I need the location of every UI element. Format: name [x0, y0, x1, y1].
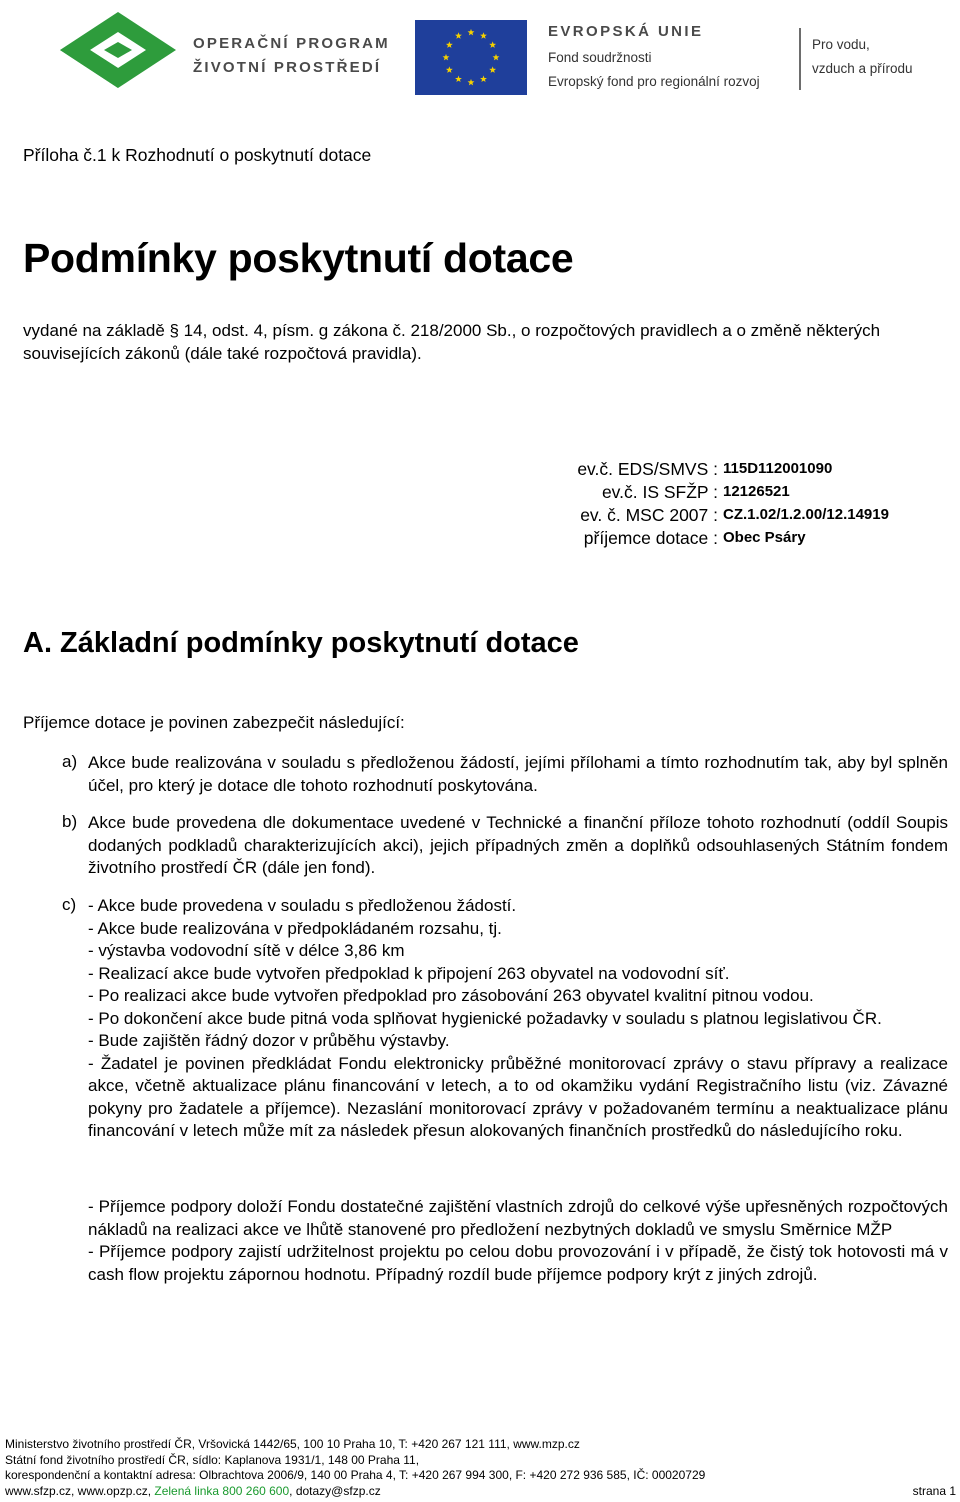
- item-c-line: - Akce bude realizována v předpokládaném rozsahu, tj.: [88, 918, 502, 938]
- eu-fund-cohesion: Fond soudržnosti: [548, 50, 652, 65]
- item-c-line: - Akce bude provedena v souladu s předloženou žádostí.: [88, 896, 517, 915]
- item-c-line: - výstavba vodovodní sítě v délce 3,86 km: [88, 941, 405, 960]
- id-label-eds: ev.č. EDS/SMVS :: [577, 459, 718, 479]
- item-c-line: - Žadatel je povinen předkládat Fondu elektronicky průběžné monitorovací zprávy o stavu přípravy a realizace akce, včetně aktualizace plánu financování v letech, a to od okamžiku vydání Registračního listu (viz. Závazné pokyny pro žadatele a příjemce). Nezaslání monitorovací zprávy v požadovaném termínu a neaktualizace plánu financování v letech může mít za následek přesun alokovaných finančních prostředků do následujícího roku.: [88, 1053, 948, 1140]
- item-c-line: - Bude zajištěn řádný dozor v průběhu výstavby.: [88, 1031, 450, 1050]
- slogan-line1: Pro vodu,: [812, 37, 870, 52]
- op-name-line1: OPERAČNÍ PROGRAM: [193, 35, 390, 52]
- id-label-msc: ev. č. MSC 2007 :: [580, 505, 718, 525]
- item-c-block1: [88, 895, 948, 1143]
- item-a-letter: a): [62, 752, 78, 771]
- op-name-line2: ŽIVOTNÍ PROSTŘEDÍ: [193, 59, 382, 76]
- item-c-block2: [88, 1196, 948, 1286]
- section-heading: A. Základní podmínky poskytnutí dotace: [23, 627, 579, 659]
- footer-green-line: Zelená linka 800 260 600: [154, 1484, 290, 1498]
- eu-flag-icon: [415, 20, 527, 95]
- item-a-text: Akce bude realizována v souladu s předloženou žádostí, jejími přílohami a tímto rozhodnutím tak, aby byl splněn účel, pro který je dotace dle tohoto rozhodnutí poskytována.: [88, 753, 948, 795]
- id-value-recipient: Obec Psáry: [723, 529, 806, 546]
- footer-mzp: Ministerstvo životního prostředí ČR, Vršovická 1442/65, 100 10 Praha 10, T: +420 267 121 111, www.mzp.cz: [5, 1437, 580, 1451]
- footer-sfzp: Státní fond životního prostředí ČR, sídlo: Kaplanova 1931/1, 148 00 Praha 11,: [5, 1453, 420, 1467]
- op-zp-logo: [58, 10, 178, 90]
- page-number: strana 1: [912, 1484, 956, 1498]
- footer-email[interactable]: , dotazy@sfzp.cz: [289, 1484, 381, 1498]
- eu-title: EVROPSKÁ UNIE: [548, 23, 704, 40]
- footer-contacts: [5, 1484, 381, 1498]
- id-label-recipient: příjemce dotace :: [583, 528, 718, 548]
- attachment-label: Příloha č.1 k Rozhodnutí o poskytnutí dotace: [23, 145, 372, 165]
- item-c-line: - Příjemce podpory doloží Fondu dostatečné zajištění vlastních zdrojů do celkové výše upřesněných rozpočtových nákladů na realizaci akce ve lhůtě stanovené pro předložení nezbytných dokladů ve smyslu Směrnice MŽP: [88, 1197, 948, 1239]
- item-c-line: - Po realizaci akce bude vytvořen předpoklad pro zásobování 263 obyvatel kvalitní pitnou vodou.: [88, 986, 814, 1005]
- section-intro: Příjemce dotace je povinen zabezpečit následující:: [23, 713, 405, 732]
- id-value-eds: 115D112001090: [723, 460, 833, 477]
- id-label-sfzp: ev.č. IS SFŽP :: [601, 482, 718, 502]
- id-value-msc: CZ.1.02/1.2.00/12.14919: [723, 506, 889, 523]
- item-b-text: Akce bude provedena dle dokumentace uvedené v Technické a finanční příloze tohoto rozhodnutí (oddíl Soupis dodaných podkladů charakterizujících akci), jejich případných změn a doplňků odsouhlasených Státním fondem životního prostředí ČR (dále jen fond).: [88, 813, 948, 877]
- header-divider: [799, 28, 801, 90]
- item-c-line: - Po dokončení akce bude pitná voda splňovat hygienické požadavky v souladu s platnou legislativou ČR.: [88, 1008, 882, 1028]
- eu-fund-regional: Evropský fond pro regionální rozvoj: [548, 74, 760, 89]
- item-c-letter: c): [62, 895, 77, 914]
- id-value-sfzp: 12126521: [723, 483, 790, 500]
- slogan-line2: vzduch a přírodu: [812, 61, 913, 76]
- footer-web-links[interactable]: www.sfzp.cz, www.opzp.cz,: [5, 1484, 155, 1498]
- page-title: Podmínky poskytnutí dotace: [23, 235, 574, 281]
- footer-address: korespondenční a kontaktní adresa: Olbrachtova 2006/9, 140 00 Praha 4, T: +420 267 994 300, F: +420 272 936 585, IČ: 00020729: [5, 1468, 706, 1482]
- item-c-line: - Příjemce podpory zajistí udržitelnost projektu po celou dobu provozování i v případě, že čistý tok hotovosti má v cash flow projektu zápornou hodnotu. Případný rozdíl bude příjemce podpory krýt z jiných zdrojů.: [88, 1242, 948, 1284]
- legal-basis: vydané na základě § 14, odst. 4, písm. g zákona č. 218/2000 Sb., o rozpočtových pravidlech a o změně některých souvisejících zákonů (dále také rozpočtová pravidla).: [23, 321, 881, 363]
- item-c-line: - Realizací akce bude vytvořen předpoklad k připojení 263 obyvatel na vodovodní síť.: [88, 963, 730, 983]
- item-b-letter: b): [62, 812, 78, 831]
